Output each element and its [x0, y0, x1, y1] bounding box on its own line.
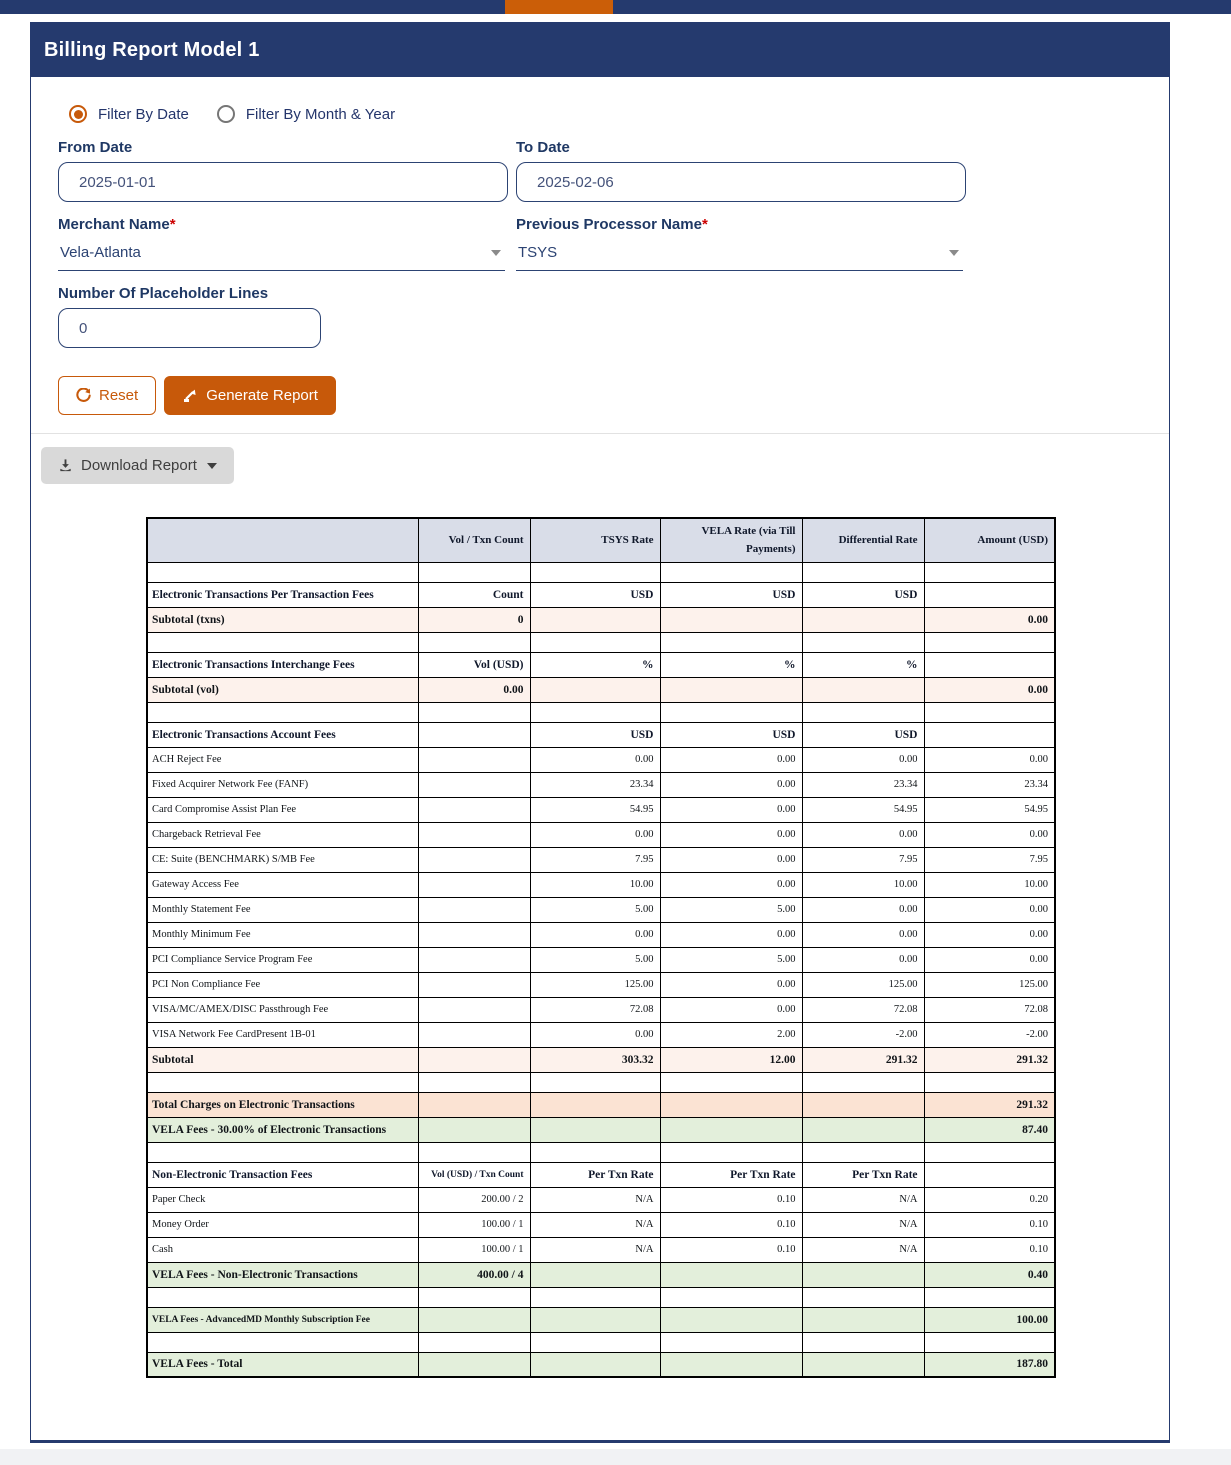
table-cell — [530, 1332, 660, 1352]
table-cell: 0.00 — [530, 822, 660, 847]
table-cell — [418, 922, 530, 947]
table-cell — [924, 722, 1055, 747]
table-cell: 0.00 — [802, 922, 924, 947]
table-cell — [530, 1092, 660, 1117]
table-cell: 2.00 — [660, 1022, 802, 1047]
table-cell: 200.00 / 2 — [418, 1187, 530, 1212]
table-cell: 0.00 — [418, 677, 530, 702]
table-cell — [802, 1352, 924, 1377]
caret-down-icon — [491, 250, 501, 256]
table-cell: 54.95 — [924, 797, 1055, 822]
table-cell: 0.00 — [660, 822, 802, 847]
table-cell: 7.95 — [802, 847, 924, 872]
table-cell — [418, 1022, 530, 1047]
table-cell: 0.40 — [924, 1262, 1055, 1287]
table-cell: 5.00 — [660, 947, 802, 972]
table-cell: 0.00 — [660, 872, 802, 897]
table-cell: 0.10 — [660, 1187, 802, 1212]
table-cell — [802, 1287, 924, 1307]
table-cell: USD — [660, 582, 802, 607]
table-cell: 0.00 — [924, 922, 1055, 947]
table-cell: USD — [530, 722, 660, 747]
table-cell: Monthly Minimum Fee — [147, 922, 418, 947]
table-cell — [660, 607, 802, 632]
table-cell — [418, 947, 530, 972]
radio-selected-icon — [69, 105, 87, 123]
to-date-field-group — [516, 139, 966, 202]
merchant-name-select[interactable] — [58, 239, 505, 271]
table-cell: 0.00 — [530, 1022, 660, 1047]
table-row-blank — [147, 1142, 1055, 1162]
table-cell: Cash — [147, 1237, 418, 1262]
table-cell — [418, 997, 530, 1022]
table-cell: -2.00 — [924, 1022, 1055, 1047]
previous-processor-select[interactable] — [516, 239, 963, 271]
table-cell — [418, 562, 530, 582]
table-cell: PCI Compliance Service Program Fee — [147, 947, 418, 972]
table-cell — [660, 562, 802, 582]
table-row-blank — [147, 1287, 1055, 1307]
table-cell — [418, 772, 530, 797]
table-cell: Monthly Statement Fee — [147, 897, 418, 922]
generate-report-button[interactable] — [164, 376, 336, 415]
table-cell: N/A — [530, 1237, 660, 1262]
table-cell — [530, 1142, 660, 1162]
table-cell — [418, 702, 530, 722]
table-row-subtotal — [147, 1047, 1055, 1072]
table-cell — [530, 1287, 660, 1307]
table-cell: 100.00 — [924, 1307, 1055, 1332]
table-cell: 23.34 — [530, 772, 660, 797]
required-marker: * — [701, 216, 708, 233]
table-cell: N/A — [802, 1212, 924, 1237]
from-date-field-group — [58, 139, 508, 202]
report-table-container — [31, 497, 1169, 1378]
table-cell: CE: Suite (BENCHMARK) S/MB Fee — [147, 847, 418, 872]
table-cell — [802, 1072, 924, 1092]
merchant-field-group — [58, 216, 508, 271]
table-row-data — [147, 1212, 1055, 1237]
table-cell: 400.00 / 4 — [418, 1262, 530, 1287]
table-cell: 0.00 — [660, 972, 802, 997]
table-cell: 54.95 — [530, 797, 660, 822]
radio-filter-by-date-label: Filter By Date — [98, 105, 189, 123]
table-cell — [418, 797, 530, 822]
merchant-name-label-text: Merchant Name — [58, 216, 170, 233]
table-row-green — [147, 1117, 1055, 1142]
previous-processor-label-text: Previous Processor Name — [516, 216, 702, 233]
table-cell: 0.00 — [660, 747, 802, 772]
table-cell — [147, 1142, 418, 1162]
table-cell: Electronic Transactions Account Fees — [147, 722, 418, 747]
table-row-green — [147, 1307, 1055, 1332]
table-cell — [924, 1332, 1055, 1352]
table-cell: 5.00 — [530, 947, 660, 972]
table-cell — [802, 677, 924, 702]
table-cell: VISA/MC/AMEX/DISC Passthrough Fee — [147, 997, 418, 1022]
table-cell: VELA Rate (via Till Payments) — [660, 518, 802, 562]
table-cell: Vol / Txn Count — [418, 518, 530, 562]
table-cell: 7.95 — [924, 847, 1055, 872]
table-row-total — [147, 1092, 1055, 1117]
table-row-green — [147, 1262, 1055, 1287]
table-cell — [147, 632, 418, 652]
table-cell: 125.00 — [802, 972, 924, 997]
table-cell: 0 — [418, 607, 530, 632]
table-cell: 125.00 — [530, 972, 660, 997]
table-cell: Vol (USD) — [418, 652, 530, 677]
table-cell — [418, 722, 530, 747]
table-cell — [418, 747, 530, 772]
table-cell: 0.00 — [530, 747, 660, 772]
table-cell: 0.00 — [802, 897, 924, 922]
table-cell — [660, 1307, 802, 1332]
table-cell: 10.00 — [924, 872, 1055, 897]
table-cell: VELA Fees - Non-Electronic Transactions — [147, 1262, 418, 1287]
table-cell — [418, 1287, 530, 1307]
table-row-green — [147, 1352, 1055, 1377]
table-row-subtotal — [147, 677, 1055, 702]
table-cell: % — [802, 652, 924, 677]
table-cell: TSYS Rate — [530, 518, 660, 562]
table-cell: 0.20 — [924, 1187, 1055, 1212]
page-footer-strip — [0, 1449, 1231, 1465]
table-cell: Non-Electronic Transaction Fees — [147, 1162, 418, 1187]
table-cell: 10.00 — [802, 872, 924, 897]
placeholder-lines-label: Number Of Placeholder Lines — [58, 285, 269, 302]
table-cell — [660, 677, 802, 702]
table-cell: 291.32 — [924, 1092, 1055, 1117]
generate-report-button-label: Generate Report — [206, 387, 318, 404]
table-cell — [924, 582, 1055, 607]
table-cell — [802, 607, 924, 632]
table-cell: 0.00 — [924, 822, 1055, 847]
required-marker: * — [169, 216, 176, 233]
table-cell: VELA Fees - Total — [147, 1352, 418, 1377]
table-cell: 187.80 — [924, 1352, 1055, 1377]
table-cell — [530, 1352, 660, 1377]
table-cell: 0.00 — [660, 772, 802, 797]
table-cell — [147, 1332, 418, 1352]
card-header — [31, 23, 1169, 77]
download-section — [31, 434, 1169, 497]
table-cell — [660, 1142, 802, 1162]
table-cell: % — [530, 652, 660, 677]
table-row-data — [147, 997, 1055, 1022]
from-date-label: From Date — [58, 139, 133, 156]
table-row-data — [147, 972, 1055, 997]
table-row-data — [147, 872, 1055, 897]
table-cell: 23.34 — [802, 772, 924, 797]
table-cell — [660, 1262, 802, 1287]
table-cell: 0.10 — [924, 1212, 1055, 1237]
table-cell: 10.00 — [530, 872, 660, 897]
table-cell: Chargeback Retrieval Fee — [147, 822, 418, 847]
table-cell — [802, 562, 924, 582]
table-cell — [418, 1072, 530, 1092]
radio-filter-by-month-year-label: Filter By Month & Year — [245, 105, 396, 123]
table-row-blank — [147, 1332, 1055, 1352]
table-cell — [418, 972, 530, 997]
table-cell — [802, 1307, 924, 1332]
table-cell: 100.00 / 1 — [418, 1237, 530, 1262]
table-cell: 0.00 — [924, 897, 1055, 922]
table-cell — [530, 562, 660, 582]
table-cell — [660, 1352, 802, 1377]
topbar-active-tab-indicator — [505, 0, 613, 14]
table-cell: Amount (USD) — [924, 518, 1055, 562]
caret-down-icon — [207, 463, 217, 469]
table-cell — [147, 1072, 418, 1092]
table-cell: Gateway Access Fee — [147, 872, 418, 897]
export-report-icon — [182, 388, 198, 404]
refresh-icon — [76, 388, 91, 403]
from-date-input[interactable] — [58, 162, 508, 202]
table-cell: 87.40 — [924, 1117, 1055, 1142]
download-report-button[interactable] — [41, 447, 234, 484]
table-cell: N/A — [802, 1187, 924, 1212]
table-cell: 5.00 — [660, 897, 802, 922]
table-cell — [660, 632, 802, 652]
table-row-data — [147, 772, 1055, 797]
radio-filter-by-date[interactable] — [69, 105, 189, 123]
table-cell: 0.10 — [924, 1237, 1055, 1262]
merchant-name-label — [58, 216, 508, 233]
table-cell: USD — [802, 582, 924, 607]
table-cell: 7.95 — [530, 847, 660, 872]
table-cell — [660, 702, 802, 722]
table-row-data — [147, 1187, 1055, 1212]
table-cell: 23.34 — [924, 772, 1055, 797]
table-cell — [418, 822, 530, 847]
table-cell — [660, 1287, 802, 1307]
table-cell — [418, 847, 530, 872]
table-cell: 0.10 — [660, 1212, 802, 1237]
table-row-data — [147, 847, 1055, 872]
table-cell: 291.32 — [802, 1047, 924, 1072]
table-cell — [924, 632, 1055, 652]
table-cell: Differential Rate — [802, 518, 924, 562]
table-row-data — [147, 1237, 1055, 1262]
page-title: Billing Report Model 1 — [44, 38, 260, 61]
table-cell: Count — [418, 582, 530, 607]
table-row-data — [147, 1022, 1055, 1047]
table-cell: 0.00 — [924, 607, 1055, 632]
table-cell — [530, 1262, 660, 1287]
table-cell — [147, 1287, 418, 1307]
table-cell: 0.00 — [924, 747, 1055, 772]
table-cell: Card Compromise Assist Plan Fee — [147, 797, 418, 822]
table-cell: Per Txn Rate — [660, 1162, 802, 1187]
table-cell — [660, 1072, 802, 1092]
table-cell — [418, 1332, 530, 1352]
table-row-data — [147, 747, 1055, 772]
table-cell: Paper Check — [147, 1187, 418, 1212]
table-cell: 291.32 — [924, 1047, 1055, 1072]
table-cell: Vol (USD) / Txn Count — [418, 1162, 530, 1187]
table-cell: 5.00 — [530, 897, 660, 922]
table-row-section — [147, 722, 1055, 747]
table-cell: 12.00 — [660, 1047, 802, 1072]
previous-processor-label — [516, 216, 966, 233]
merchant-name-value: Vela-Atlanta — [60, 244, 141, 261]
table-row-data — [147, 797, 1055, 822]
table-cell — [924, 562, 1055, 582]
table-cell: 0.00 — [924, 677, 1055, 702]
table-row-section — [147, 1162, 1055, 1187]
table-row-section — [147, 652, 1055, 677]
table-cell — [418, 632, 530, 652]
table-cell — [530, 1072, 660, 1092]
table-cell — [802, 1332, 924, 1352]
table-cell: USD — [530, 582, 660, 607]
table-cell: Subtotal (txns) — [147, 607, 418, 632]
table-cell — [802, 1142, 924, 1162]
table-cell — [924, 1287, 1055, 1307]
billing-report-card — [30, 22, 1170, 1443]
table-cell: Subtotal (vol) — [147, 677, 418, 702]
table-cell: 54.95 — [802, 797, 924, 822]
table-cell: 0.00 — [530, 922, 660, 947]
table-cell: Subtotal — [147, 1047, 418, 1072]
table-cell: 0.00 — [660, 922, 802, 947]
table-cell: 72.08 — [924, 997, 1055, 1022]
caret-down-icon — [949, 250, 959, 256]
table-cell: ACH Reject Fee — [147, 747, 418, 772]
table-cell — [418, 872, 530, 897]
table-row-data — [147, 922, 1055, 947]
table-cell: -2.00 — [802, 1022, 924, 1047]
table-cell: 0.00 — [802, 747, 924, 772]
to-date-input[interactable] — [516, 162, 966, 202]
table-cell: USD — [802, 722, 924, 747]
table-cell: 72.08 — [802, 997, 924, 1022]
table-cell — [802, 1117, 924, 1142]
table-cell — [147, 702, 418, 722]
table-cell — [418, 1047, 530, 1072]
table-cell: 0.00 — [924, 947, 1055, 972]
filter-form — [58, 139, 1142, 348]
table-cell: VELA Fees - 30.00% of Electronic Transactions — [147, 1117, 418, 1142]
table-cell — [530, 702, 660, 722]
filter-mode-radio-row — [69, 105, 1142, 123]
table-cell: Money Order — [147, 1212, 418, 1237]
table-row-data — [147, 947, 1055, 972]
table-cell — [147, 518, 418, 562]
table-cell: 100.00 / 1 — [418, 1212, 530, 1237]
table-cell: VELA Fees - AdvancedMD Monthly Subscription Fee — [147, 1307, 418, 1332]
placeholder-lines-input[interactable] — [58, 308, 321, 348]
table-cell — [802, 632, 924, 652]
table-cell — [924, 702, 1055, 722]
download-icon — [58, 458, 73, 473]
table-row-blank — [147, 562, 1055, 582]
table-cell: USD — [660, 722, 802, 747]
table-cell: VISA Network Fee CardPresent 1B-01 — [147, 1022, 418, 1047]
placeholder-lines-field-group — [58, 285, 508, 348]
table-cell: 0.00 — [660, 797, 802, 822]
table-cell: 0.10 — [660, 1237, 802, 1262]
table-cell — [418, 897, 530, 922]
table-cell — [418, 1307, 530, 1332]
report-table-body — [147, 518, 1055, 1377]
table-cell: % — [660, 652, 802, 677]
table-cell: 303.32 — [530, 1047, 660, 1072]
table-cell: 0.00 — [802, 947, 924, 972]
table-row-subtotal — [147, 607, 1055, 632]
action-buttons-row — [58, 376, 1142, 415]
download-report-button-label: Download Report — [81, 457, 197, 474]
table-cell — [418, 1142, 530, 1162]
processor-field-group — [516, 216, 966, 271]
table-cell — [418, 1352, 530, 1377]
table-row-header — [147, 518, 1055, 562]
table-cell — [924, 652, 1055, 677]
table-row-data — [147, 822, 1055, 847]
table-cell — [660, 1117, 802, 1142]
table-cell: Electronic Transactions Per Transaction Fees — [147, 582, 418, 607]
table-row-blank — [147, 1072, 1055, 1092]
table-row-blank — [147, 632, 1055, 652]
table-cell — [924, 1142, 1055, 1162]
table-cell: Fixed Acquirer Network Fee (FANF) — [147, 772, 418, 797]
table-cell — [660, 1332, 802, 1352]
table-cell: PCI Non Compliance Fee — [147, 972, 418, 997]
table-cell — [530, 1307, 660, 1332]
top-navigation-bar — [0, 0, 1231, 14]
table-cell: N/A — [530, 1187, 660, 1212]
table-cell — [530, 677, 660, 702]
table-cell — [418, 1117, 530, 1142]
reset-button[interactable] — [58, 376, 156, 415]
filter-section — [31, 77, 1169, 415]
table-cell — [802, 702, 924, 722]
radio-unselected-icon — [217, 105, 235, 123]
table-cell — [530, 607, 660, 632]
table-cell: N/A — [530, 1212, 660, 1237]
table-cell — [530, 1117, 660, 1142]
table-cell: Total Charges on Electronic Transactions — [147, 1092, 418, 1117]
table-cell: Per Txn Rate — [802, 1162, 924, 1187]
radio-filter-by-month-year[interactable] — [217, 105, 395, 123]
table-cell — [924, 1072, 1055, 1092]
table-cell: N/A — [802, 1237, 924, 1262]
table-cell: 72.08 — [530, 997, 660, 1022]
report-table — [146, 517, 1056, 1378]
table-cell — [802, 1092, 924, 1117]
table-cell: Electronic Transactions Interchange Fees — [147, 652, 418, 677]
to-date-label: To Date — [516, 139, 570, 156]
table-cell: 0.00 — [802, 822, 924, 847]
previous-processor-value: TSYS — [518, 244, 558, 261]
table-cell: Per Txn Rate — [530, 1162, 660, 1187]
table-cell: 125.00 — [924, 972, 1055, 997]
table-cell: 0.00 — [660, 847, 802, 872]
reset-button-label: Reset — [99, 387, 139, 404]
table-cell — [530, 632, 660, 652]
table-cell — [147, 562, 418, 582]
table-cell — [660, 1092, 802, 1117]
table-cell — [924, 1162, 1055, 1187]
table-row-blank — [147, 702, 1055, 722]
table-cell — [802, 1262, 924, 1287]
table-row-section — [147, 582, 1055, 607]
table-cell — [418, 1092, 530, 1117]
table-cell: 0.00 — [660, 997, 802, 1022]
table-row-data — [147, 897, 1055, 922]
